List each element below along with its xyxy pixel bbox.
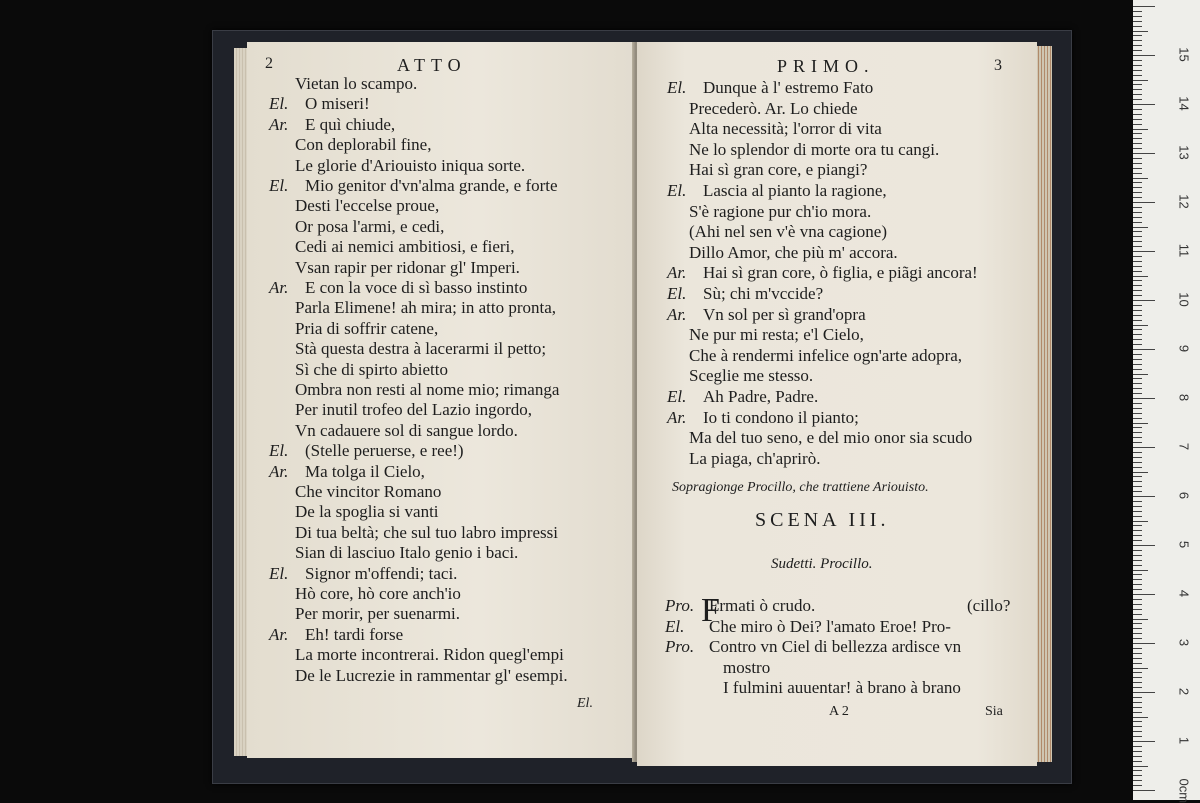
ruler-tick: [1133, 521, 1148, 522]
speaker-label: Ar.: [269, 278, 289, 297]
ruler-tick: [1133, 359, 1142, 360]
verse-line: Ombra non resti al nome mio; rimanga: [295, 380, 560, 399]
ruler-tick: [1133, 609, 1142, 610]
verse-line: Sù; chi m'vccide?: [703, 284, 824, 303]
ruler-tick: [1133, 158, 1142, 159]
verse-line: Ah Padre, Padre.: [703, 387, 819, 406]
ruler-tick: [1133, 70, 1142, 71]
ruler-tick: [1133, 687, 1142, 688]
ruler-tick: [1133, 437, 1142, 438]
ruler-tick: [1133, 780, 1142, 781]
verse-line: Io ti condono il pianto;: [703, 407, 859, 427]
ruler-tick: [1133, 163, 1142, 164]
ruler-tick: [1133, 658, 1142, 659]
verse-line: E quì chiude,: [305, 114, 396, 134]
speaker-label: El.: [269, 176, 289, 195]
ruler-tick: [1133, 486, 1142, 487]
ruler-label: 10: [1176, 292, 1192, 307]
ruler-tick: [1133, 271, 1142, 272]
verse-line: Ma del tuo seno, e del mio onor sia scudo: [689, 428, 973, 448]
verse-line: Precederò. Ar. Lo chiede: [689, 98, 858, 118]
ruler-tick: [1133, 427, 1142, 428]
verse-line: Vsan rapir per ridonar gl' Imperi.: [295, 257, 520, 277]
ruler-tick: [1133, 168, 1142, 169]
ruler-tick: [1133, 731, 1142, 732]
ruler-tick: [1133, 712, 1142, 713]
catchword: El.: [577, 696, 593, 711]
ruler-tick: [1133, 80, 1148, 81]
ruler-tick: [1133, 222, 1142, 223]
speaker-label: El.: [667, 78, 687, 97]
ruler-tick: [1133, 501, 1142, 502]
verse-line: Con deplorabil fine,: [295, 135, 432, 155]
ruler-label: 3: [1176, 638, 1192, 647]
running-header: PRIMO.: [777, 56, 875, 76]
verse-line: Sian di lasciuo Italo genio i baci.: [295, 543, 519, 563]
ruler-tick: [1133, 65, 1142, 66]
ruler-tick: [1133, 476, 1142, 477]
speaker-label: El.: [269, 563, 289, 583]
verse-line: Hò core, hò core anch'io: [295, 584, 461, 603]
ruler-tick: [1133, 496, 1155, 497]
ruler-tick: [1133, 6, 1155, 7]
ruler-label: 12: [1176, 194, 1192, 209]
ruler-label: 9: [1176, 344, 1192, 353]
ruler-tick: [1133, 45, 1142, 46]
ruler-tick: [1133, 589, 1142, 590]
ruler-tick: [1133, 55, 1155, 56]
ruler-label: 15: [1176, 47, 1192, 62]
stage-direction: Sopragionge Procillo, che trattiene Ariouisto.: [672, 480, 929, 495]
left-page: [247, 42, 635, 758]
ruler-tick: [1133, 94, 1142, 95]
ruler-tick: [1133, 579, 1142, 580]
ruler-tick: [1133, 16, 1142, 17]
ruler-tick: [1133, 663, 1142, 664]
ruler-tick: [1133, 467, 1142, 468]
ruler-tick: [1133, 775, 1142, 776]
ruler-tick: [1133, 153, 1155, 154]
ruler-tick: [1133, 736, 1142, 737]
ruler-tick: [1133, 530, 1142, 531]
verse-line: Cedi ai nemici ambitiosi, e fieri,: [295, 237, 515, 257]
ruler-tick: [1133, 40, 1142, 41]
ruler-tick: [1133, 692, 1155, 693]
ruler-tick: [1133, 638, 1142, 639]
verse-line: (Ahi nel sen v'è vna cagione): [689, 222, 888, 242]
ruler-label: 13: [1176, 145, 1192, 160]
ruler-tick: [1133, 398, 1155, 399]
measuring-ruler: [1133, 0, 1200, 803]
page-number: 3: [994, 57, 1002, 74]
verse-line: Di tua beltà; che sul tuo labro impressi: [295, 522, 558, 542]
running-header: ATTO: [397, 55, 467, 75]
ruler-tick: [1133, 369, 1142, 370]
ruler-tick: [1133, 594, 1155, 595]
speaker-label: El.: [665, 616, 685, 636]
verse-line: I fulmini auuentar! à brano à brano: [723, 678, 961, 697]
speaker-label: Pro.: [665, 637, 695, 656]
verse-line: Pria di soffrir catene,: [295, 318, 439, 338]
ruler-tick: [1133, 75, 1142, 76]
ruler-tick: [1133, 677, 1142, 678]
ruler-tick: [1133, 11, 1142, 12]
ruler-tick: [1133, 633, 1142, 634]
signature-mark: A 2: [829, 704, 849, 719]
ruler-tick: [1133, 516, 1142, 517]
ruler-tick: [1133, 432, 1142, 433]
ruler-tick: [1133, 545, 1155, 546]
verse-line: Contro vn Ciel di bellezza ardisce vn: [709, 637, 962, 656]
ruler-tick: [1133, 246, 1142, 247]
ruler-tick: [1133, 266, 1142, 267]
ruler-tick: [1133, 388, 1142, 389]
ruler-tick: [1133, 648, 1142, 649]
ruler-tick: [1133, 457, 1142, 458]
ruler-tick: [1133, 721, 1142, 722]
ruler-tick: [1133, 447, 1155, 448]
ruler-tick: [1133, 129, 1148, 130]
right-page: [637, 42, 1037, 766]
ruler-tick: [1133, 741, 1155, 742]
ruler-tick: [1133, 231, 1142, 232]
ruler-tick: [1133, 623, 1142, 624]
ruler-tick: [1133, 418, 1142, 419]
verse-line: Vietan lo scampo.: [295, 74, 418, 93]
ruler-tick: [1133, 472, 1148, 473]
ruler-tick: [1133, 310, 1142, 311]
verse-line: Sceglie me stesso.: [689, 366, 814, 386]
ruler-tick: [1133, 300, 1155, 301]
ruler-tick: [1133, 119, 1142, 120]
ruler-tick: [1133, 535, 1142, 536]
verse-line: Che vincitor Romano: [295, 482, 442, 501]
ruler-tick: [1133, 320, 1142, 321]
ruler-tick: [1133, 202, 1155, 203]
ruler-tick: [1133, 21, 1142, 22]
verse-line: Che à rendermi infelice ogn'arte adopra,: [689, 345, 963, 365]
ruler-tick: [1133, 280, 1142, 281]
catchword: Sia: [985, 704, 1003, 719]
ruler-tick: [1133, 236, 1142, 237]
ruler-tick: [1133, 114, 1142, 115]
verse-line: O miseri!: [305, 94, 370, 114]
ruler-tick: [1133, 540, 1142, 541]
ruler-label: 6: [1176, 491, 1192, 500]
verse-line: Or posa l'armi, e cedi,: [295, 216, 445, 236]
ruler-tick: [1133, 511, 1142, 512]
ruler-tick: [1133, 290, 1142, 291]
ruler-tick: [1133, 746, 1142, 747]
verse-line: S'è ragione pur ch'io mora.: [689, 201, 872, 221]
ruler-tick: [1133, 697, 1142, 698]
ruler-tick: [1133, 790, 1155, 791]
ruler-tick: [1133, 574, 1142, 575]
ruler-tick: [1133, 756, 1142, 757]
verse-line: Lascia al pianto la ragione,: [703, 181, 887, 200]
ruler-tick: [1133, 423, 1148, 424]
verse-line: Ma tolga il Cielo,: [305, 461, 425, 481]
ruler-tick: [1133, 565, 1142, 566]
ruler-tick: [1133, 682, 1142, 683]
ruler-tick: [1133, 173, 1142, 174]
ruler-tick: [1133, 187, 1142, 188]
ruler-tick: [1133, 217, 1142, 218]
scene-characters: Sudetti. Procillo.: [771, 556, 873, 572]
ruler-tick: [1133, 89, 1142, 90]
speaker-label: El.: [269, 94, 289, 114]
ruler-tick: [1133, 261, 1142, 262]
verse-line: Stà questa destra à lacerarmi il petto;: [295, 339, 547, 359]
ruler-tick: [1133, 555, 1142, 556]
ruler-tick: [1133, 315, 1142, 316]
ruler-tick: [1133, 143, 1142, 144]
ruler-tick: [1133, 354, 1142, 355]
speaker-label: El.: [667, 181, 687, 200]
verse-line: Dillo Amor, che più m' accora.: [689, 242, 898, 262]
ruler-tick: [1133, 251, 1155, 252]
ruler-tick: [1133, 329, 1142, 330]
verse-line: E con la voce di sì basso instinto: [305, 278, 528, 297]
ruler-label: 14: [1176, 96, 1192, 111]
ruler-tick: [1133, 212, 1142, 213]
ruler-tick: [1133, 133, 1142, 134]
ruler-tick: [1133, 506, 1142, 507]
ruler-tick: [1133, 349, 1155, 350]
ruler-tick: [1133, 643, 1155, 644]
ruler-tick: [1133, 339, 1142, 340]
ruler-tick: [1133, 182, 1142, 183]
verse-line: La morte incontrerai. Ridon quegl'empi: [295, 645, 564, 665]
ruler-tick: [1133, 207, 1142, 208]
verse-line: Vn sol per sì grand'opra: [703, 304, 866, 324]
verse-line: La piaga, ch'aprirò.: [689, 448, 821, 468]
speaker-label: Ar.: [667, 263, 687, 283]
verse-line: (Stelle peruerse, e ree!): [305, 441, 464, 461]
ruler-tick: [1133, 550, 1142, 551]
ruler-tick: [1133, 619, 1148, 620]
ruler-tick: [1133, 192, 1142, 193]
ruler-tick: [1133, 227, 1148, 228]
ruler-tick: [1133, 672, 1142, 673]
ruler-tick: [1133, 726, 1142, 727]
ruler-tick: [1133, 334, 1142, 335]
verse-line-trail: (cillo?: [967, 596, 1011, 615]
verse-line: Che miro ò Dei? l'amato Eroe! Pro-: [709, 616, 951, 636]
ruler-tick: [1133, 178, 1148, 179]
verse-line: Per inutil trofeo del Lazio ingordo,: [295, 400, 532, 420]
ruler-tick: [1133, 462, 1142, 463]
ruler-tick: [1133, 305, 1142, 306]
ruler-tick: [1133, 31, 1148, 32]
ruler-tick: [1133, 295, 1142, 296]
ruler-tick: [1133, 442, 1142, 443]
ruler-tick: [1133, 35, 1142, 36]
page-number: 2: [265, 55, 273, 72]
ruler-tick: [1133, 148, 1142, 149]
ruler-tick: [1133, 374, 1148, 375]
speaker-label: Ar.: [667, 304, 687, 324]
ruler-tick: [1133, 241, 1142, 242]
ruler-label: 0cm: [1176, 778, 1192, 803]
ruler-tick: [1133, 614, 1142, 615]
ruler-tick: [1133, 525, 1142, 526]
verse-line: Hai sì gran core, ò figlia, e piãgi ancora!: [703, 263, 978, 283]
right-page-edges: [1036, 46, 1052, 762]
ruler-label: 11: [1176, 243, 1192, 258]
ruler-tick: [1133, 99, 1142, 100]
verse-line: Per morir, per suenarmi.: [295, 604, 461, 624]
verse-line: Dunque à l' estremo Fato: [703, 78, 874, 97]
ruler-tick: [1133, 325, 1148, 326]
ruler-tick: [1133, 104, 1155, 105]
ruler-tick: [1133, 707, 1142, 708]
ruler-label: 5: [1176, 540, 1192, 549]
verse-line: Le glorie d'Ariouisto iniqua sorte.: [295, 155, 526, 175]
verse-line: Ermati ò crudo.: [709, 596, 816, 615]
ruler-tick: [1133, 702, 1142, 703]
ruler-tick: [1133, 751, 1142, 752]
drop-cap: F: [701, 592, 720, 629]
ruler-tick: [1133, 383, 1142, 384]
ruler-label: 1: [1176, 736, 1192, 745]
ruler-tick: [1133, 256, 1142, 257]
ruler-tick: [1133, 197, 1142, 198]
ruler-tick: [1133, 60, 1142, 61]
speaker-label: El.: [667, 387, 687, 406]
verse-line: mostro: [723, 657, 771, 677]
verse-line: Signor m'offendi; taci.: [305, 563, 458, 583]
ruler-tick: [1133, 84, 1142, 85]
verse-line: Ne lo splendor di morte ora tu cangi.: [689, 139, 940, 159]
left-page-edges: [234, 48, 248, 756]
ruler-tick: [1133, 364, 1142, 365]
verse-line: De le Lucrezie in rammentar gl' esempi.: [295, 665, 568, 685]
ruler-tick: [1133, 717, 1148, 718]
verse-line: Sì che di spirto abietto: [295, 359, 448, 379]
ruler-tick: [1133, 138, 1142, 139]
ruler-tick: [1133, 285, 1142, 286]
ruler-tick: [1133, 452, 1142, 453]
verse-line: Parla Elimene! ah mira; in atto pronta,: [295, 298, 557, 318]
ruler-label: 2: [1176, 687, 1192, 696]
ruler-label: 8: [1176, 393, 1192, 402]
scene-title: SCENA III.: [755, 509, 890, 531]
ruler-tick: [1133, 413, 1142, 414]
ruler-tick: [1133, 570, 1148, 571]
ruler-tick: [1133, 766, 1148, 767]
ruler-tick: [1133, 785, 1142, 786]
verse-line: Vn cadauere sol di sangue lordo.: [295, 420, 518, 440]
speaker-label: Ar.: [269, 114, 289, 134]
speaker-label: Pro.: [665, 596, 695, 615]
verse-line: Eh! tardi forse: [305, 624, 404, 644]
verse-line: De la spoglia si vanti: [295, 502, 439, 522]
ruler-tick: [1133, 491, 1142, 492]
ruler-tick: [1133, 481, 1142, 482]
speaker-label: El.: [667, 284, 687, 303]
ruler-tick: [1133, 653, 1142, 654]
ruler-tick: [1133, 344, 1142, 345]
verse-line: Desti l'eccelse proue,: [295, 196, 440, 216]
verse-line: Mio genitor d'vn'alma grande, e forte: [305, 176, 558, 195]
speaker-label: Ar.: [269, 461, 289, 481]
ruler-tick: [1133, 599, 1142, 600]
ruler-label: 7: [1176, 442, 1192, 451]
ruler-tick: [1133, 26, 1142, 27]
speaker-label: Ar.: [667, 407, 687, 427]
ruler-tick: [1133, 393, 1142, 394]
ruler-tick: [1133, 604, 1142, 605]
ruler-tick: [1133, 276, 1148, 277]
ruler-tick: [1133, 109, 1142, 110]
ruler-tick: [1133, 761, 1142, 762]
ruler-tick: [1133, 770, 1142, 771]
ruler-tick: [1133, 50, 1142, 51]
speaker-label: Ar.: [269, 624, 289, 644]
ruler-tick: [1133, 628, 1142, 629]
speaker-label: El.: [269, 441, 289, 461]
ruler-tick: [1133, 124, 1142, 125]
ruler-tick: [1133, 378, 1142, 379]
verse-line: Hai sì gran core, e piangi?: [689, 160, 868, 180]
ruler-label: 4: [1176, 589, 1192, 598]
ruler-tick: [1133, 408, 1142, 409]
ruler-tick: [1133, 560, 1142, 561]
ruler-tick: [1133, 403, 1142, 404]
verse-line: Ne pur mi resta; e'l Cielo,: [689, 325, 864, 345]
verse-line: Alta necessità; l'orror di vita: [689, 119, 882, 139]
ruler-tick: [1133, 668, 1148, 669]
ruler-tick: [1133, 584, 1142, 585]
